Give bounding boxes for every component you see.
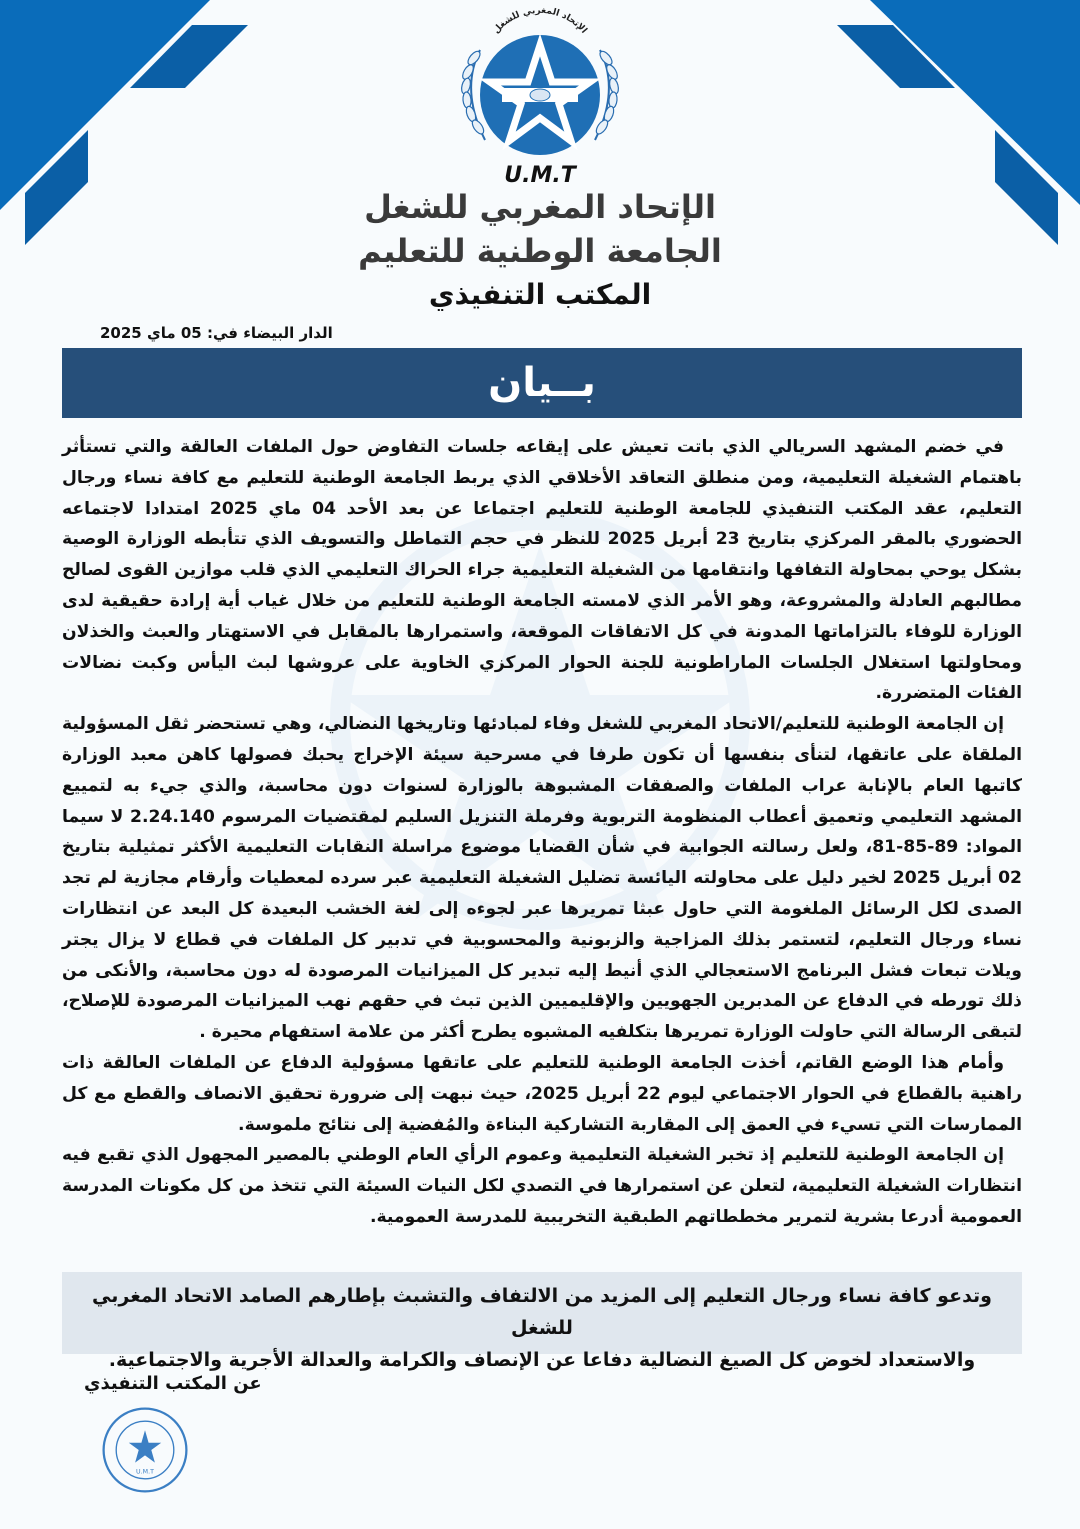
svg-text:U.M.T: U.M.T (136, 1468, 154, 1476)
executive-office-title: المكتب التنفيذي (428, 278, 652, 311)
call-to-action-line-1: وتدعو كافة نساء ورجال التعليم إلى المزيد من الالتفاف والتشبث بإطارهم الصامد الاتحاد المغربي للشغل (92, 1285, 992, 1339)
call-to-action-box (62, 1272, 1022, 1371)
paragraph: في خضم المشهد السريالي الذي باتت تعيش على إيقاعه جلسات التفاوض حول الملفات العالقة والتي تستأثر باهتمام الشغيلة التعليمية، ومن منطلق التعاقد الأخلاقي الذي يربط الجامعة الوطنية للتعليم مع كافة نساء ورجال التعليم، عقد المكتب التنفيذي للجامعة الوطنية للتعليم اجتماعا عن بعد الأحد 04 ماي 2025 امتدادا لاجتماعه الحضوري بالمقر المركزي بتاريخ 23 أبريل 2025 للنظر في حجم التماطل والتسويف الذي تتأبطه الوزارة الوصية بشكل يوحي بمحاولة التفافها وانتقامها من الشغيلة التعليمية جراء الحراك التعليمي الذي قلب موازين القوى لصالح مطالبهم العادلة والمشروعة، وهو الأمر الذي لامسته الجامعة الوطنية للتعليم من خلال غياب أية إرادة حقيقية لدى الوزارة للوفاء بالتزاماتها المدونة في كل الاتفاقات الموقعة، واستمرارها بالمقابل في الاستهتار والعبث والخذلان ومحاولتها استغلال الجلسات الماراطونية للجنة الحوار المركزي الخاوية على عروشها لبث اليأس وكبت نضالات الفئات المتضررة. (62, 437, 1023, 704)
logo-acronym: U.M.T (504, 163, 576, 188)
org-name-federation: الجامعة الوطنية للتعليم (358, 232, 722, 270)
statement-title: بــيان (488, 360, 596, 406)
paragraph: إن الجامعة الوطنية للتعليم/الاتحاد المغربي للشغل وفاء لمبادئها وتاريخها النضالي، وهي تستحضر ثقل المسؤولية الملقاة على عاتقها، لتنأى بنفسها أن تكون طرفا في مسرحية سيئة الإخراج يحبك فصولها كاهن معبد الوزارة كاتبها العام بالإنابة عراب الملفات والصفقات المشبوهة بالوزارة لسنوات دون محاسبة، والذي جيء به لتمييع المشهد التعليمي وتعميق أعطاب المنظومة التربوية وفرملة التنزيل السليم لمقتضيات المرسوم 2.24.140 لا سيما المواد: 89-85-81، ولعل رسالته الجوابية في شأن القضايا موضوع مراسلة النقابات التعليمية الأكثر تمثيلية بتاريخ 02 أبريل 2025 لخير دليل على محاولته اليائسة تضليل الشغيلة التعليمية عبر سرده لمعطيات وأرقام مجازية لم تجد الصدى لكل الرسائل الملغومة التي حاول عبثا تمريرها عبر لجوءه إلى لغة الخشب البعيدة كل البعد عن انتظارات نساء ورجال التعليم، لتستمر بذلك المزاجية والزبونية والمحسوبية في تدبير كل الملفات في قطاع لا يزال يجتر ويلات تبعات فشل البرنامج الاستعجالي الذي أنيط إليه تبدير كل الميزانيات المرصودة له دون محاسبة، والأنكى من ذلك تورطه في الدفاع عن المدبرين الجهويين والإقليميين الذين تبث في حقهم نهب الميزانيات المرصودة للإصلاح، لتبقى الرسالة التي حاولت الوزارة تمريرها بتكلفيه المشبوه يطرح أكثر من علامة استفهام محيرة . (62, 714, 1022, 1043)
date-place-line: الدار البيضاء في: 05 ماي 2025 (100, 324, 333, 342)
svg-text:الإتحاد المغربي للشغل (492, 6, 589, 36)
statement-title-banner (62, 348, 1022, 418)
paragraph: إن الجامعة الوطنية للتعليم إذ تخبر الشغيلة التعليمية وعموم الرأي العام الوطني بالمصير المجهول الذي تقبع فيه انتظارات الشغيلة التعليمية، لتعلن عن استمرارها في التصدي لكل النيات السيئة التي تتخذ من كل مكونات المدرسة العمومية أدرعا بشرية لتمرير مخططاتهم الطبقية التخريبية للمدرسة العمومية. (62, 1145, 1022, 1227)
umt-logo (440, 0, 640, 190)
paragraph: وأمام هذا الوضع القاتم، أخذت الجامعة الوطنية للتعليم على عاتقها مسؤولية الدفاع عن الملفات العالقة ذات راهنية بالقطاع في الحوار الاجتماعي ليوم 22 أبريل 2025، حيث نبهت إلى ضرورة تحقيق الانصاف والقطع مع كل الممارسات التي تسيء في العمق إلى المقاربة التشاركية البناءة والمُفضية إلى نتائج ملموسة. (62, 1052, 1022, 1135)
org-name-umt: الإتحاد المغربي للشغل (364, 188, 716, 226)
statement-body (62, 432, 1022, 1233)
call-to-action-line-2: والاستعداد لخوض كل الصيغ النضالية دفاعا عن الإنصاف والكرامة والعدالة الأجرية والاجتماعية. (108, 1349, 976, 1371)
signature-line: عن المكتب التنفيذي (84, 1373, 262, 1394)
official-stamp-icon (100, 1405, 190, 1495)
logo-arc-text: الإتحاد المغربي للشغل (491, 5, 589, 36)
